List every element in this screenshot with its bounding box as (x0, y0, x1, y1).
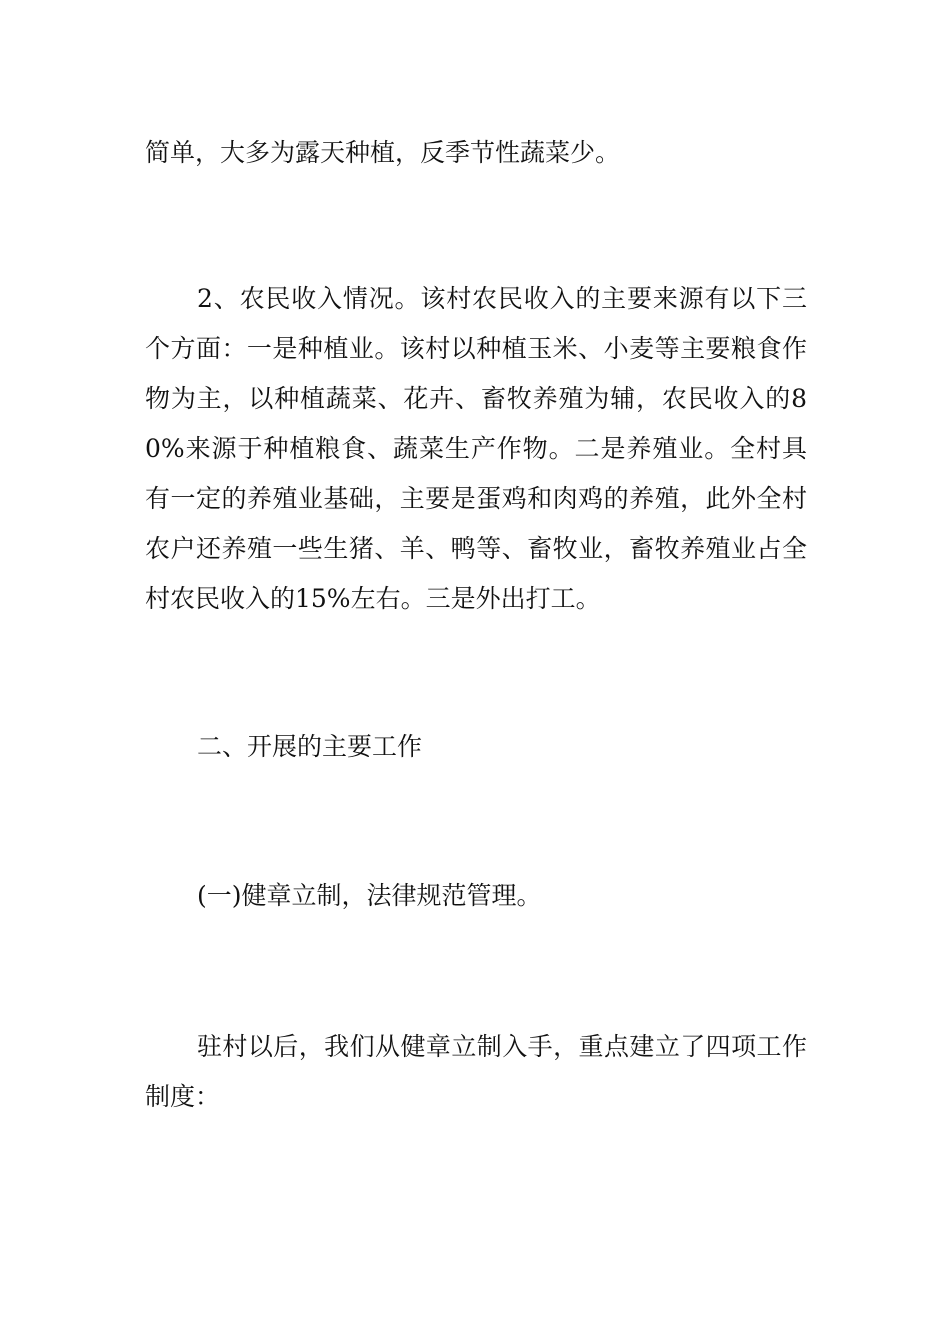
paragraph-farmer-income: 2、农民收入情况。该村农民收入的主要来源有以下三个方面：一是种植业。该村以种植玉米、小麦等主要粮食作物为主，以种植蔬菜、花卉、畜牧养殖为辅，农民收入的80%来源于种植粮食、蔬菜生产作物。二是养殖业。全村具有一定的养殖业基础，主要是蛋鸡和肉鸡的养殖，此外全村农户还养殖一些生猪、羊、鸭等、畜牧业，畜牧养殖业占全村农民收入的15%左右。三是外出打工。 (145, 284, 807, 613)
paragraph-continuation: 简单，大多为露天种植，反季节性蔬菜少。 (145, 138, 621, 167)
section-heading-main-work: 二、开展的主要工作 (197, 732, 423, 761)
paragraph-work-systems: 驻村以后，我们从健章立制入手，重点建立了四项工作制度： (145, 1032, 807, 1111)
subsection-heading-rules: (一)健章立制，法律规范管理。 (197, 881, 542, 910)
